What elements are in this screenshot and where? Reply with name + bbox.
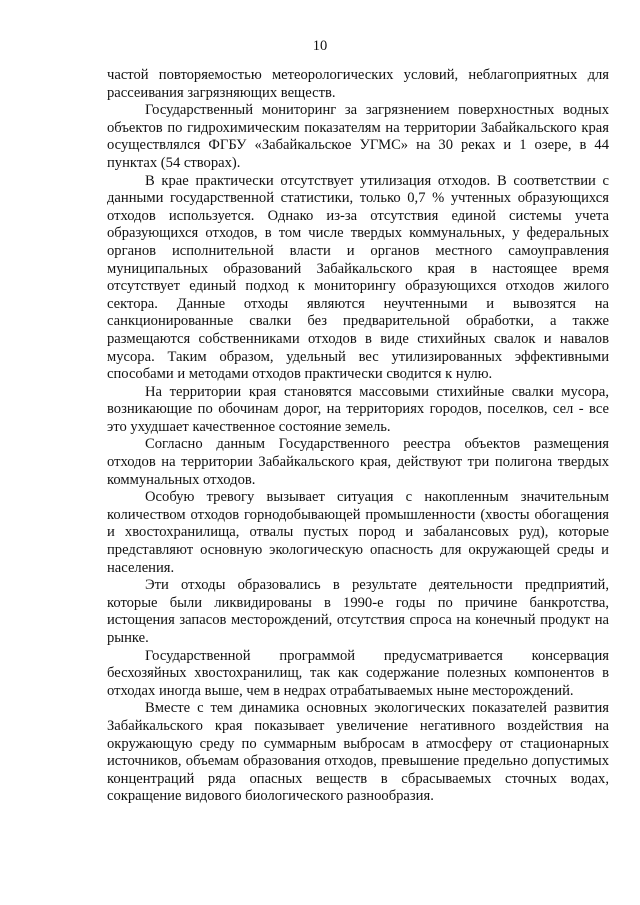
paragraph-8: Государственной программой предусматривается консервация бесхозяйных хвостохранилищ, так как содержание полезных компонентов в отходах иногда выше, чем в недрах отрабатываемых ныне месторождений. <box>107 647 609 699</box>
page-number: 10 <box>312 38 328 54</box>
paragraph-4: На территории края становятся массовыми стихийные свалки мусора, возникающие по обочинам дорог, на территориях городов, поселков, сел - все это ухудшает качественное состояние земель. <box>107 383 609 435</box>
paragraph-2: Государственный мониторинг за загрязнением поверхностных водных объектов по гидрохимическим показателям на территории Забайкальского края осуществлялся ФГБУ «Забайкальское УГМС» на 30 реках и 1 озере, в 44 пунктах (54 створах). <box>107 102 609 171</box>
document-body <box>107 67 609 806</box>
paragraph-9: Вместе с тем динамика основных экологических показателей развития Забайкальского края показывает увеличение негативного воздействия на окружающую среду по суммарным выбросам в атмосферу от стационарных источников, объемам образования отходов, превышение предельно допустимых концентраций ряда опасных веществ в сбрасываемых сточных водах, сокращение видового биологического разнообразия. <box>107 700 609 805</box>
paragraph-1: частой повторяемостью метеорологических условий, неблагоприятных для рассеивания загрязняющих веществ. <box>107 67 609 101</box>
paragraph-6: Особую тревогу вызывает ситуация с накопленным значительным количеством отходов горнодобывающей промышленности (хвосты обогащения и хвостохранилища, отвалы пустых пород и забалансовых руд), которые представляют основную экологическую опасность для окружающей среды и населения. <box>107 489 609 576</box>
paragraph-3: В крае практически отсутствует утилизация отходов. В соответствии с данными государственной статистики, только 0,7 % учтенных образующихся отходов используется. Однако из-за отсутствия единой системы учета образующихся отходов, в том числе твердых коммунальных, у федеральных органов исполнительной власти и органов местного самоуправления муниципальных образований Забайкальского края в настоящее время отсутствует единый подход к мониторингу образующихся отходов жилого сектора. Данные отходы являются неучтенными и вывозятся на санкционированные свалки без предварительной обработки, а также размещаются собственниками отходов в виде стихийных свалок и навалов мусора. Таким образом, удельный вес утилизированных эффективными способами и методами отходов практически сводится к нулю. <box>107 172 609 383</box>
paragraph-5: Согласно данным Государственного реестра объектов размещения отходов на территории Забайкальского края, действуют три полигона твердых коммунальных отходов. <box>107 436 609 488</box>
paragraph-7: Эти отходы образовались в результате деятельности предприятий, которые были ликвидированы в 1990-е годы по причине банкротства, истощения запасов месторождений, отсутствия спроса на конечный продукт на рынке. <box>107 577 609 646</box>
